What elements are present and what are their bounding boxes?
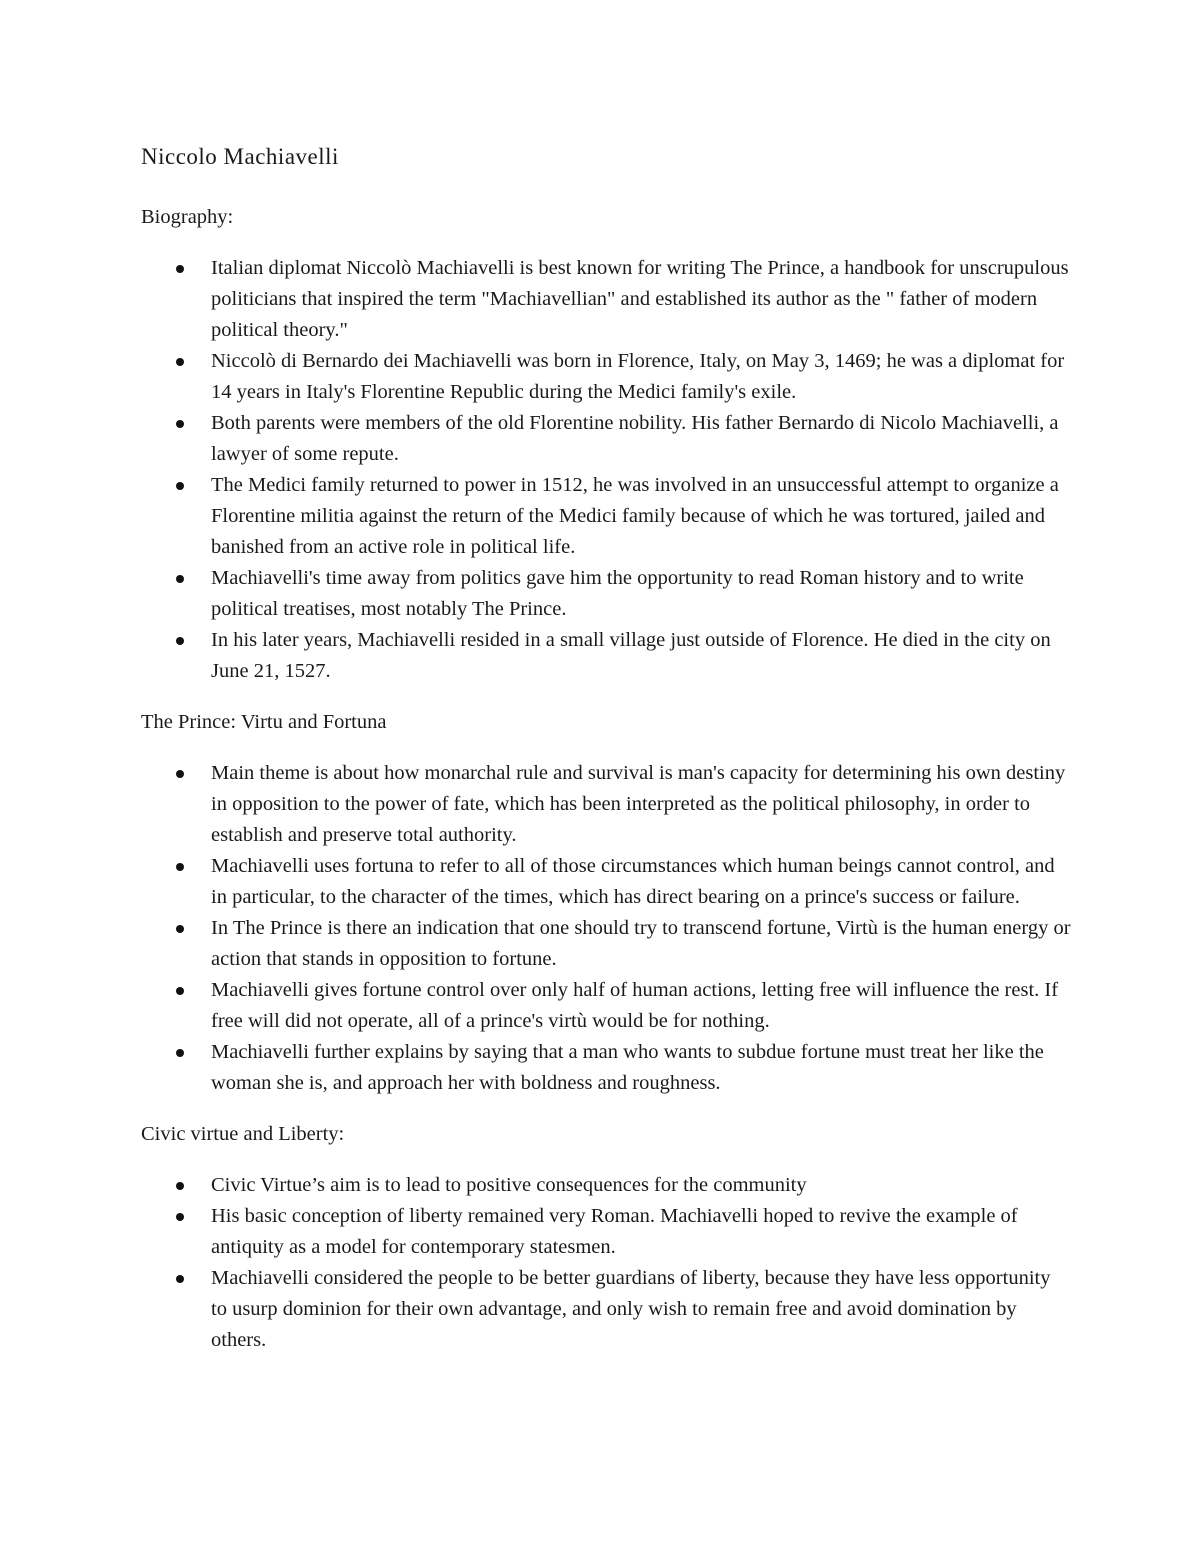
bullet-icon (176, 863, 184, 871)
list-item-text: Both parents were members of the old Florentine nobility. His father Bernardo di Nicolo Machiavelli, a lawyer of some repute. (211, 412, 1059, 465)
list-item (141, 975, 1071, 1037)
list-item-text: Niccolò di Bernardo dei Machiavelli was born in Florence, Italy, on May 3, 1469; he was a diplomat for 14 years in Italy's Florentine Republic during the Medici family's exile. (211, 350, 1065, 403)
list-item-text: Machiavelli's time away from politics gave him the opportunity to read Roman history and to write political treatises, most notably The Prince. (211, 567, 1024, 620)
list-item (141, 1170, 1071, 1201)
list-item-text: In his later years, Machiavelli resided in a small village just outside of Florence. He died in the city on June 21, 1527. (211, 629, 1051, 682)
bullet-icon (176, 265, 184, 273)
bullet-icon (176, 1213, 184, 1221)
document-page (141, 140, 1071, 1376)
bullet-list (141, 1170, 1071, 1356)
list-item-text: Italian diplomat Niccolò Machiavelli is best known for writing The Prince, a handbook for unscrupulous politicians that inspired the term "Machiavellian" and established its author as the " father of modern political theory." (211, 257, 1069, 341)
bullet-icon (176, 637, 184, 645)
bullet-icon (176, 770, 184, 778)
list-item (141, 470, 1071, 563)
bullet-icon (176, 925, 184, 933)
list-item (141, 1201, 1071, 1263)
section-heading: Biography: (141, 206, 234, 228)
section-biography (141, 202, 1071, 687)
list-item (141, 913, 1071, 975)
bullet-icon (176, 1049, 184, 1057)
list-item-text: Machiavelli uses fortuna to refer to all of those circumstances which human beings cannot control, and in particular, to the character of the times, which has direct bearing on a prince's success or failure. (211, 855, 1055, 908)
list-item (141, 758, 1071, 851)
list-item (141, 563, 1071, 625)
section-the-prince (141, 707, 1071, 1099)
document-title: Niccolo Machiavelli (141, 144, 339, 169)
list-item-text: Machiavelli considered the people to be better guardians of liberty, because they have less opportunity to usurp dominion for their own advantage, and only wish to remain free and avoid domination by others. (211, 1267, 1051, 1351)
section-heading: The Prince: Virtu and Fortuna (141, 711, 387, 733)
list-item (141, 1037, 1071, 1099)
list-item-text: Machiavelli gives fortune control over only half of human actions, letting free will influence the rest. If free will did not operate, all of a prince's virtù would be for nothing. (211, 979, 1059, 1032)
list-item (141, 346, 1071, 408)
section-civic-virtue (141, 1119, 1071, 1356)
list-item-text: Machiavelli further explains by saying that a man who wants to subdue fortune must treat her like the woman she is, and approach her with boldness and roughness. (211, 1041, 1044, 1094)
list-item (141, 408, 1071, 470)
bullet-list (141, 758, 1071, 1099)
list-item (141, 253, 1071, 346)
list-item-text: His basic conception of liberty remained very Roman. Machiavelli hoped to revive the example of antiquity as a model for contemporary statesmen. (211, 1205, 1018, 1258)
list-item-text: Civic Virtue’s aim is to lead to positive consequences for the community (211, 1174, 807, 1196)
section-heading: Civic virtue and Liberty: (141, 1123, 345, 1145)
bullet-icon (176, 987, 184, 995)
list-item (141, 1263, 1071, 1356)
list-item (141, 625, 1071, 687)
bullet-list (141, 253, 1071, 687)
list-item (141, 851, 1071, 913)
bullet-icon (176, 1275, 184, 1283)
list-item-text: Main theme is about how monarchal rule and survival is man's capacity for determining his own destiny in opposition to the power of fate, which has been interpreted as the political philosophy, in order to establish and preserve total authority. (211, 762, 1066, 846)
list-item-text: In The Prince is there an indication that one should try to transcend fortune, Virtù is the human energy or action that stands in opposition to fortune. (211, 917, 1071, 970)
bullet-icon (176, 358, 184, 366)
bullet-icon (176, 420, 184, 428)
bullet-icon (176, 1182, 184, 1190)
bullet-icon (176, 482, 184, 490)
bullet-icon (176, 575, 184, 583)
list-item-text: The Medici family returned to power in 1512, he was involved in an unsuccessful attempt to organize a Florentine militia against the return of the Medici family because of which he was tortured, jailed and banished from an active role in political life. (211, 474, 1059, 558)
